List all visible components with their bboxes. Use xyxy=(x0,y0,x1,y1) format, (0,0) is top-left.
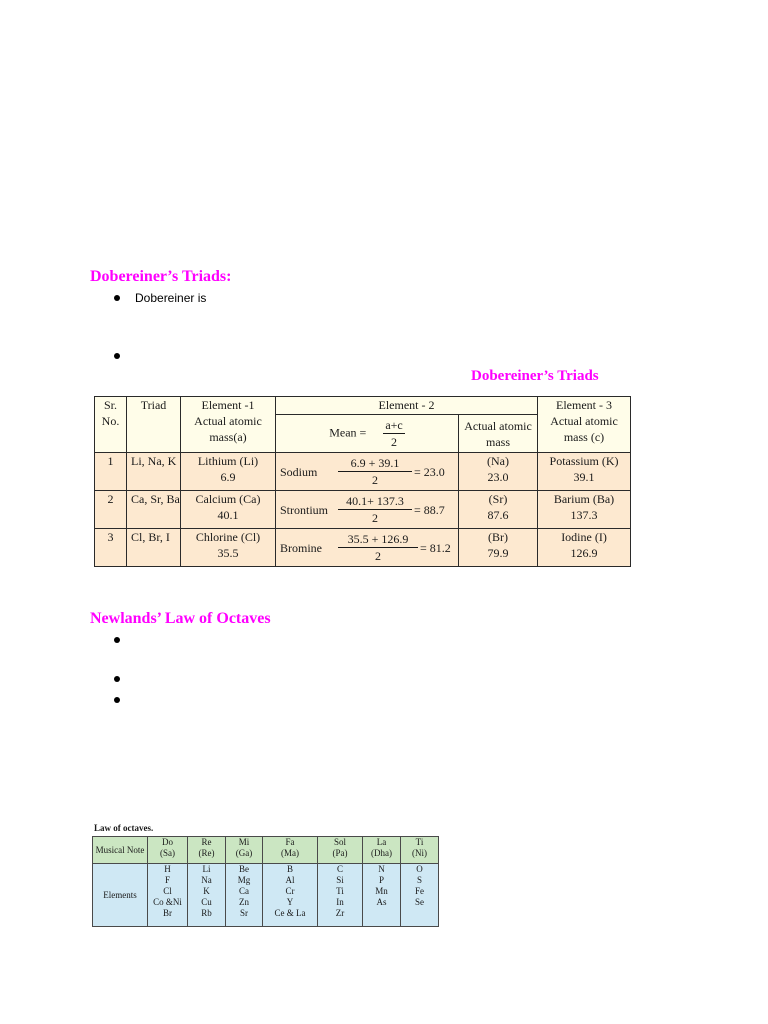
element-1-mass: 40.1 xyxy=(217,508,239,522)
note-cell xyxy=(318,837,363,864)
element-symbol: K xyxy=(203,886,210,896)
section-heading-octaves: Newlands’ Law of Octaves xyxy=(90,610,271,627)
elements-cell xyxy=(148,864,188,927)
element-symbol: Zn xyxy=(239,897,249,907)
element-symbol: N xyxy=(378,864,385,874)
element-symbol: Mg xyxy=(237,875,251,885)
elements-label: Elements xyxy=(93,864,148,927)
note-cell xyxy=(263,837,318,864)
elements-cell xyxy=(363,864,401,927)
element-2-symbol: (Br) xyxy=(488,530,508,544)
elements-cell xyxy=(263,864,318,927)
cell-sr: 1 xyxy=(95,453,127,491)
note-cell xyxy=(401,837,439,864)
header-actual-mass: Actual atomic mass xyxy=(459,415,538,453)
mean-fraction xyxy=(338,531,418,564)
bullet-text: Dobereiner is xyxy=(135,291,207,305)
elements-cell xyxy=(401,864,439,927)
elements-cell xyxy=(318,864,363,927)
element-symbol: Si xyxy=(336,875,344,885)
element-3-mass: 137.3 xyxy=(570,508,598,522)
element-2-name: Strontium xyxy=(280,502,329,517)
element-symbol: Ca xyxy=(239,886,249,896)
mean-fraction xyxy=(338,493,412,526)
mean-denominator: 2 xyxy=(372,511,378,525)
element-symbol: Cu xyxy=(201,897,212,907)
cell-element-2 xyxy=(459,491,538,529)
note-alt: (Ga) xyxy=(235,848,253,858)
element-symbol: O xyxy=(416,864,423,874)
table-title-triads: Dobereiner’s Triads xyxy=(471,368,599,384)
note-alt: (Pa) xyxy=(332,848,348,858)
mean-numerator: 6.9 + 39.1 xyxy=(338,455,412,472)
elements-cell xyxy=(188,864,226,927)
element-symbol: F xyxy=(164,875,170,885)
cell-triad: Ca, Sr, Ba xyxy=(127,491,181,529)
mean-fraction xyxy=(338,455,412,488)
element-3-mass: 126.9 xyxy=(570,546,598,560)
element-symbol: Cr xyxy=(285,886,295,896)
mean-numerator: 35.5 + 126.9 xyxy=(338,531,418,548)
element-2-symbol: (Na) xyxy=(487,454,509,468)
cell-element-1 xyxy=(181,529,276,567)
element-symbol: Rb xyxy=(201,908,212,918)
element-symbol: As xyxy=(376,897,387,907)
note-name: Re xyxy=(201,837,212,847)
element-symbol: S xyxy=(416,875,422,885)
mean-value: = 23.0 xyxy=(414,464,445,479)
mean-value: = 81.2 xyxy=(420,540,451,555)
element-symbol: P xyxy=(378,875,384,885)
element-symbol: Ti xyxy=(336,886,344,896)
element-1-name: Calcium (Ca) xyxy=(195,492,261,506)
note-alt: (Dha) xyxy=(371,848,392,858)
note-name: Mi xyxy=(238,837,250,847)
cell-element-3 xyxy=(538,491,631,529)
mean-numerator: a+c xyxy=(385,418,403,432)
mean-denominator: 2 xyxy=(375,549,381,563)
cell-sr: 2 xyxy=(95,491,127,529)
cell-element-2 xyxy=(459,453,538,491)
table-row xyxy=(95,491,631,529)
element-symbol: Li xyxy=(202,864,211,874)
element-3-name: Potassium (K) xyxy=(549,454,619,468)
element-symbol: Fe xyxy=(415,886,424,896)
element-symbol: Y xyxy=(286,897,294,907)
element-3-name: Barium (Ba) xyxy=(553,492,615,506)
note-name: La xyxy=(376,837,387,847)
note-name: Ti xyxy=(415,837,424,847)
element-3-mass: 39.1 xyxy=(573,470,595,484)
triads-table xyxy=(94,396,631,567)
header-element-1 xyxy=(181,397,276,453)
cell-mean xyxy=(276,453,459,491)
element-3-name: Iodine (I) xyxy=(561,530,607,544)
note-row xyxy=(93,837,439,864)
element-symbol: Mn xyxy=(375,886,388,896)
header-element-3-title: Element - 3 xyxy=(556,398,612,412)
table-row xyxy=(95,453,631,491)
octaves-table xyxy=(92,836,439,927)
cell-triad: Cl, Br, I xyxy=(127,529,181,567)
element-2-symbol: (Sr) xyxy=(488,492,508,506)
note-cell xyxy=(226,837,263,864)
header-element-3-sub: Actual atomic mass (c) xyxy=(550,414,618,444)
elements-cell xyxy=(226,864,263,927)
header-element-1-title: Element -1 xyxy=(201,398,255,412)
element-symbol: B xyxy=(286,864,293,874)
mean-label: Mean = xyxy=(329,425,367,440)
element-2-mass: 87.6 xyxy=(487,508,509,522)
header-triad: Triad xyxy=(127,397,181,453)
element-symbol: Br xyxy=(163,908,172,918)
note-name: Fa xyxy=(285,837,295,847)
bullet-icon xyxy=(114,637,120,643)
cell-mean xyxy=(276,529,459,567)
element-symbol: Zr xyxy=(335,908,345,918)
element-symbol: Co &Ni xyxy=(153,897,182,907)
note-alt: (Sa) xyxy=(160,848,175,858)
element-2-mass: 23.0 xyxy=(487,470,509,484)
cell-element-1 xyxy=(181,453,276,491)
element-symbol: Ce & La xyxy=(274,908,306,918)
element-symbol: Na xyxy=(201,875,212,885)
cell-element-3 xyxy=(538,529,631,567)
cell-mean xyxy=(276,491,459,529)
bullet-icon xyxy=(114,353,120,359)
bullet-icon xyxy=(114,676,120,682)
element-symbol: Cl xyxy=(163,886,172,896)
element-symbol: Al xyxy=(285,875,295,885)
note-cell xyxy=(148,837,188,864)
musical-note-label: Musical Note xyxy=(93,837,148,864)
mean-value: = 88.7 xyxy=(414,502,445,517)
header-element-2: Element - 2 xyxy=(276,397,538,415)
bullet-icon xyxy=(114,697,120,703)
element-2-name: Bromine xyxy=(280,540,322,555)
element-symbol: Be xyxy=(239,864,249,874)
note-cell xyxy=(188,837,226,864)
element-symbol: Sr xyxy=(239,908,248,918)
element-symbol: C xyxy=(336,864,343,874)
note-name: Sol xyxy=(333,837,346,847)
cell-triad: Li, Na, K xyxy=(127,453,181,491)
header-sr-no: Sr. No. xyxy=(95,397,127,453)
note-name: Do xyxy=(162,837,173,847)
element-symbol: In xyxy=(336,897,344,907)
note-alt: (Ma) xyxy=(281,848,299,858)
elements-row xyxy=(93,864,439,927)
note-cell xyxy=(363,837,401,864)
header-element-1-sub: Actual atomic mass(a) xyxy=(194,414,262,444)
mean-formula xyxy=(383,417,404,450)
element-2-mass: 79.9 xyxy=(487,546,509,560)
element-symbol: H xyxy=(164,864,171,874)
element-2-name: Sodium xyxy=(280,464,318,479)
section-heading-triads: Dobereiner’s Triads: xyxy=(90,268,232,285)
cell-sr: 3 xyxy=(95,529,127,567)
header-element-3 xyxy=(538,397,631,453)
mean-denominator: 2 xyxy=(391,435,398,449)
mean-numerator: 40.1+ 137.3 xyxy=(338,493,412,510)
header-mean xyxy=(276,415,459,453)
table-row xyxy=(95,529,631,567)
note-alt: (Re) xyxy=(198,848,215,858)
element-1-name: Lithium (Li) xyxy=(197,454,259,468)
element-1-mass: 6.9 xyxy=(220,470,236,484)
note-alt: (Ni) xyxy=(412,848,427,858)
mean-denominator: 2 xyxy=(372,473,378,487)
element-symbol: Se xyxy=(415,897,424,907)
octaves-caption: Law of octaves. xyxy=(94,823,154,833)
cell-element-3 xyxy=(538,453,631,491)
bullet-icon xyxy=(114,295,120,301)
element-1-name: Chlorine (Cl) xyxy=(195,530,261,544)
element-1-mass: 35.5 xyxy=(217,546,239,560)
cell-element-2 xyxy=(459,529,538,567)
cell-element-1 xyxy=(181,491,276,529)
